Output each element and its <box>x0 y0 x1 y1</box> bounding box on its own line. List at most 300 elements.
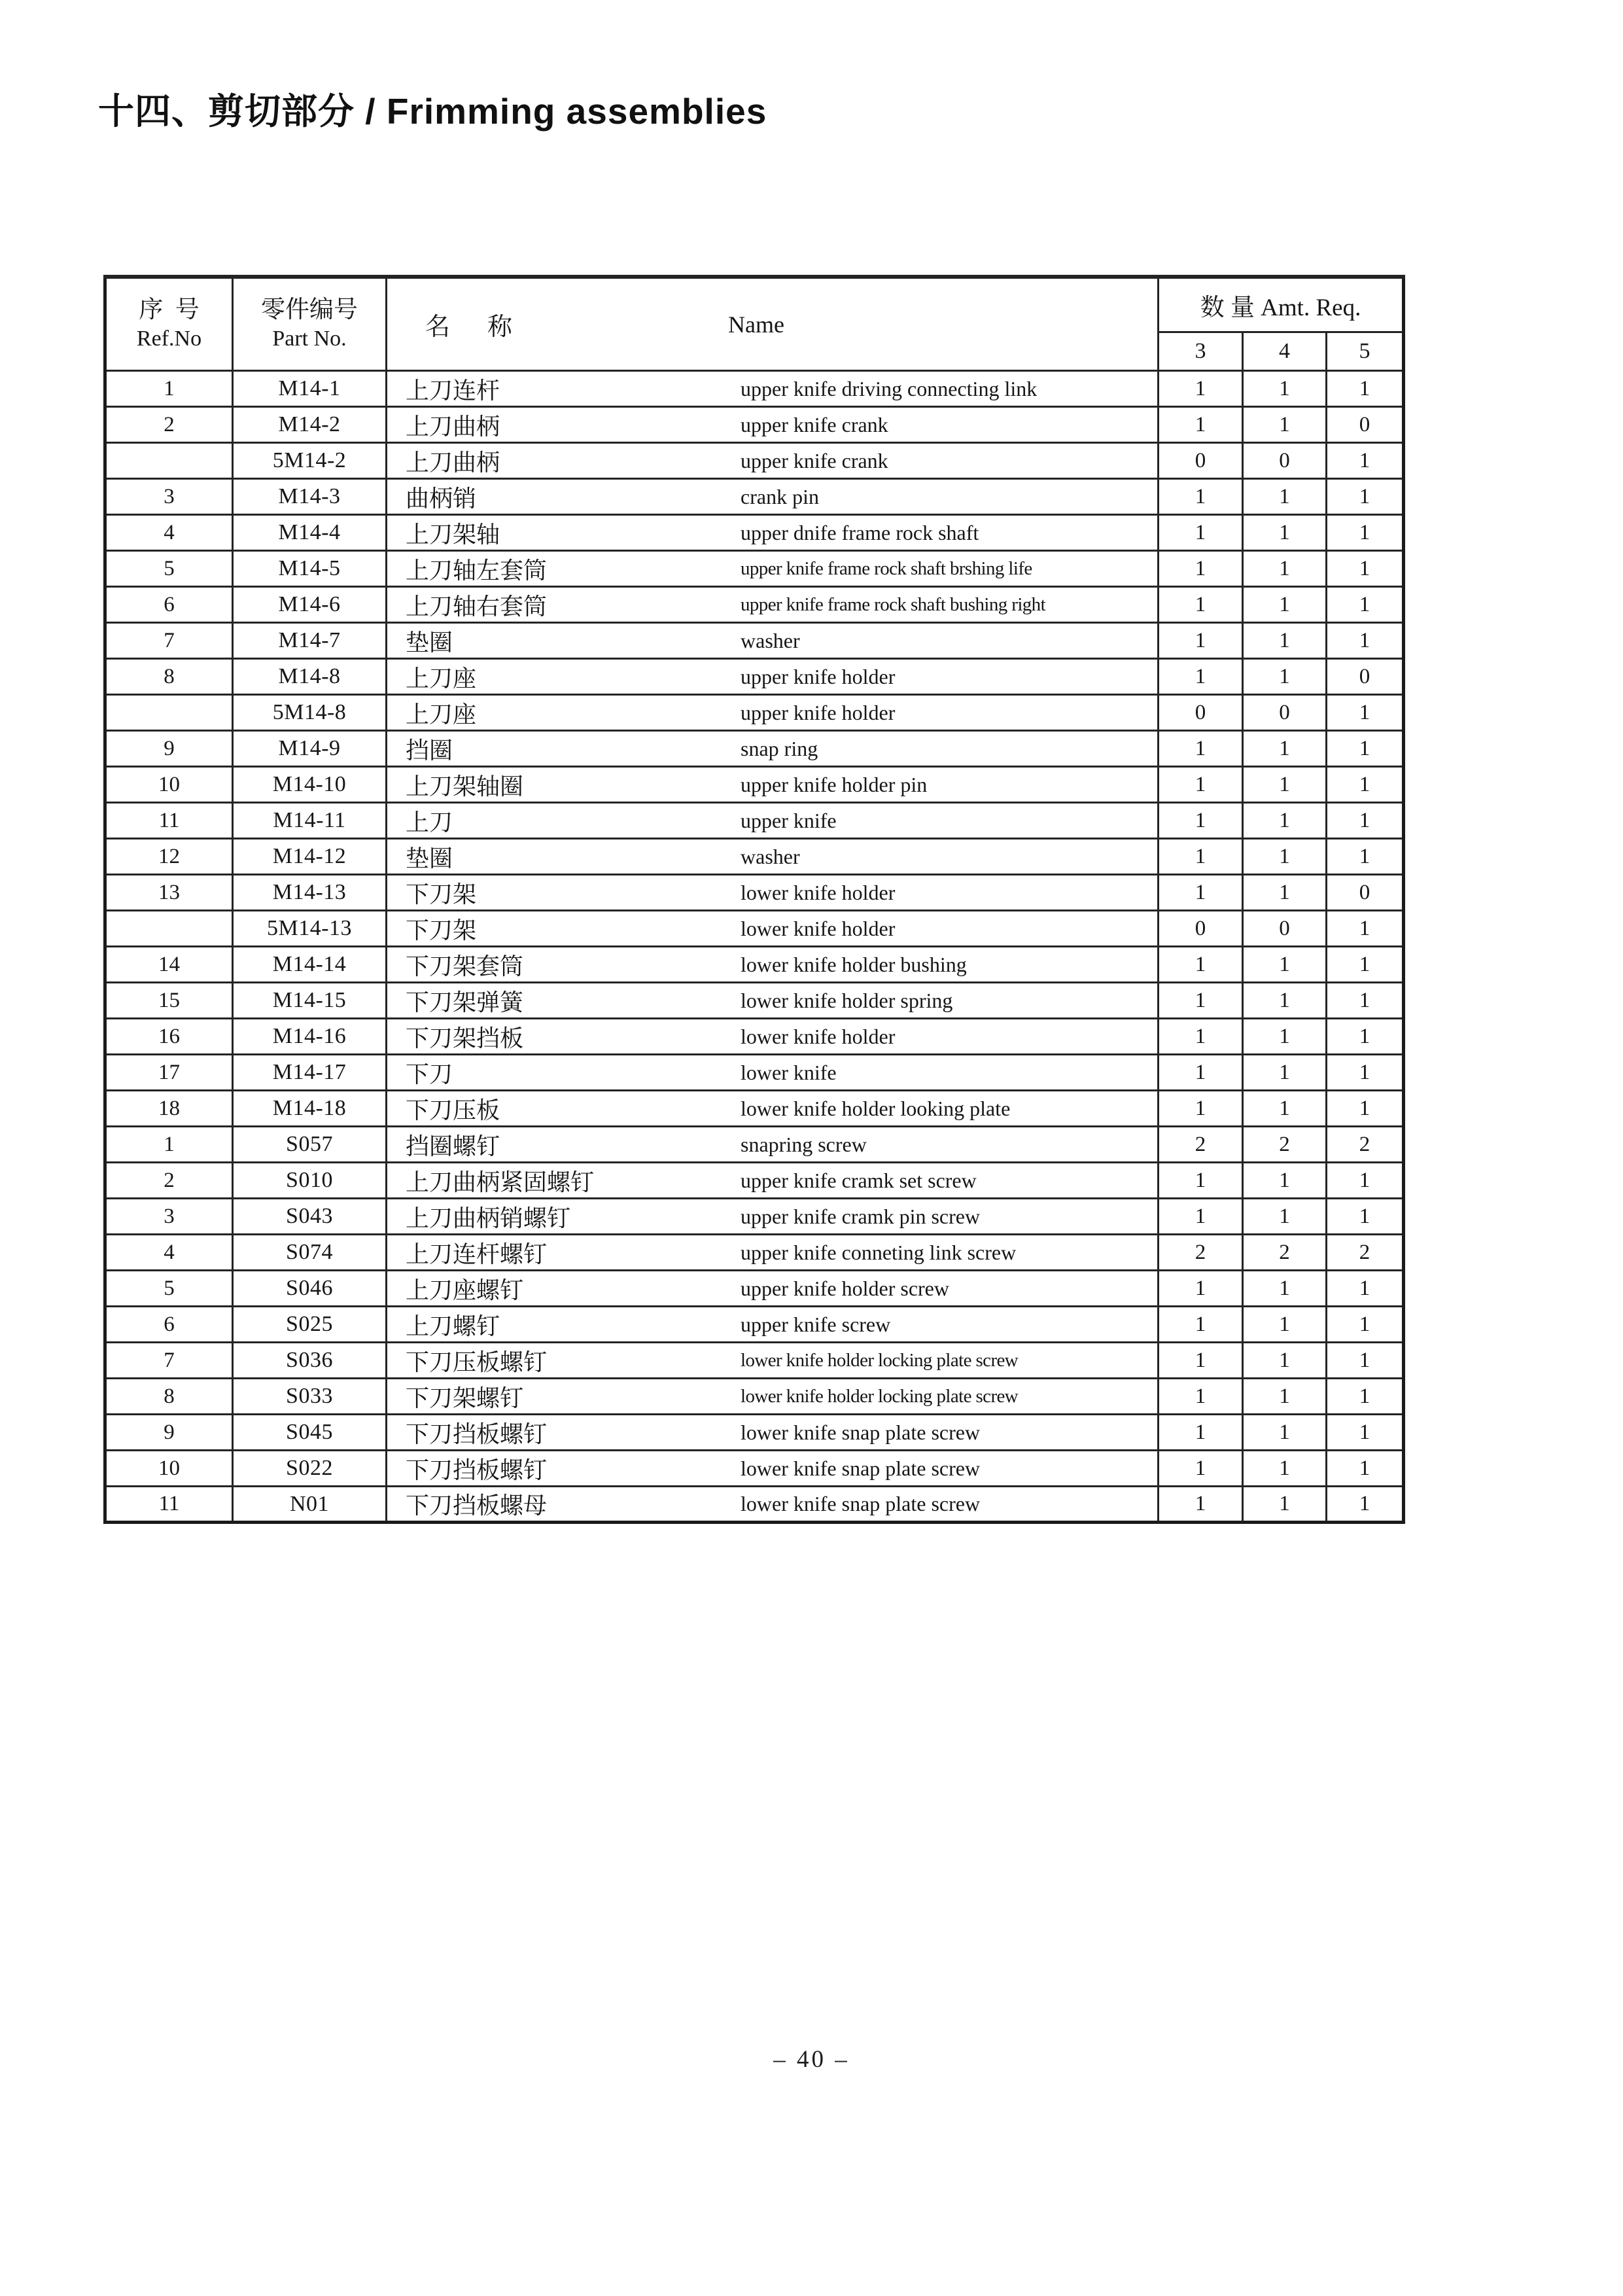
part-no-cell: N01 <box>233 1487 387 1523</box>
ref-no-cell: 2 <box>105 1163 233 1199</box>
qty-5-cell: 1 <box>1327 1451 1404 1487</box>
ref-no-cell: 7 <box>105 623 233 659</box>
ref-no-cell: 5 <box>105 551 233 587</box>
name-cell <box>387 587 1159 623</box>
qty-4-cell: 1 <box>1243 551 1327 587</box>
name-cell <box>387 1451 1159 1487</box>
ref-no-cell: 16 <box>105 1019 233 1055</box>
table-row <box>105 731 1404 767</box>
ref-no-cell: 6 <box>105 1307 233 1343</box>
part-no-cell: M14-7 <box>233 623 387 659</box>
part-no-cell: 5M14-13 <box>233 911 387 947</box>
part-no-cell: M14-14 <box>233 947 387 983</box>
header-part-no-en: Part No. <box>272 327 347 351</box>
name-en-text: lower knife holder locking plate screw <box>741 1385 1019 1407</box>
qty-4-cell: 1 <box>1243 983 1327 1019</box>
page-number: – 40 – <box>773 2046 850 2073</box>
qty-3-cell: 1 <box>1159 1307 1243 1343</box>
name-cn-text: 挡圈 <box>406 737 453 764</box>
qty-5-cell: 1 <box>1327 479 1404 515</box>
part-no-cell: S036 <box>233 1343 387 1379</box>
table-row <box>105 1451 1404 1487</box>
table-row <box>105 1271 1404 1307</box>
qty-4-cell: 1 <box>1243 1343 1327 1379</box>
name-cn-text: 下刀挡板螺钉 <box>406 1457 548 1483</box>
name-cell <box>387 1055 1159 1091</box>
name-en-text: upper knife holder pin <box>741 772 928 796</box>
header-qty: 数 量 Amt. Req. <box>1159 277 1404 332</box>
qty-5-cell: 1 <box>1327 623 1404 659</box>
name-en-text: washer <box>741 844 800 868</box>
qty-3-cell: 2 <box>1159 1127 1243 1163</box>
ref-no-cell: 14 <box>105 947 233 983</box>
header-qty-5: 5 <box>1327 332 1404 371</box>
ref-no-cell: 11 <box>105 803 233 839</box>
part-no-cell: 5M14-2 <box>233 443 387 479</box>
name-en-text: lower knife holder <box>741 916 896 940</box>
qty-5-cell: 1 <box>1327 443 1404 479</box>
qty-3-cell: 0 <box>1159 443 1243 479</box>
ref-no-cell: 10 <box>105 1451 233 1487</box>
table-row <box>105 1235 1404 1271</box>
name-cn-text: 下刀挡板螺母 <box>406 1492 548 1519</box>
part-no-cell: M14-6 <box>233 587 387 623</box>
table-row <box>105 983 1404 1019</box>
qty-5-cell: 1 <box>1327 515 1404 551</box>
name-en-text: lower knife snap plate screw <box>741 1456 981 1480</box>
name-en-text: lower knife holder <box>741 880 896 904</box>
parts-table-header <box>105 277 1404 371</box>
part-no-cell: S025 <box>233 1307 387 1343</box>
name-en-text: upper knife <box>741 808 837 832</box>
name-cn-text: 上刀连杆螺钉 <box>406 1241 548 1267</box>
ref-no-cell: 5 <box>105 1271 233 1307</box>
qty-4-cell: 2 <box>1243 1235 1327 1271</box>
qty-3-cell: 1 <box>1159 623 1243 659</box>
qty-3-cell: 1 <box>1159 947 1243 983</box>
name-en-text: lower knife holder <box>741 1024 896 1048</box>
parts-table <box>103 275 1405 1524</box>
name-cell <box>387 1199 1159 1235</box>
part-no-cell: M14-11 <box>233 803 387 839</box>
ref-no-cell <box>105 443 233 479</box>
name-cn-text: 上刀曲柄紧固螺钉 <box>406 1169 595 1195</box>
qty-5-cell: 1 <box>1327 1415 1404 1451</box>
qty-4-cell: 1 <box>1243 1451 1327 1487</box>
qty-5-cell: 1 <box>1327 803 1404 839</box>
name-cn-text: 上刀曲柄 <box>406 449 500 476</box>
name-en-text: upper knife conneting link screw <box>741 1240 1017 1264</box>
name-cn-text: 上刀轴右套筒 <box>406 593 548 620</box>
qty-3-cell: 1 <box>1159 1163 1243 1199</box>
table-row <box>105 551 1404 587</box>
header-ref-no-cn: 序 号 <box>139 296 200 324</box>
name-cell <box>387 1235 1159 1271</box>
name-cell <box>387 947 1159 983</box>
name-cn-text: 上刀曲柄 <box>406 413 500 440</box>
ref-no-cell: 17 <box>105 1055 233 1091</box>
table-row <box>105 1055 1404 1091</box>
name-cn-text: 下刀架螺钉 <box>406 1385 524 1411</box>
name-en-text: upper knife cramk set screw <box>741 1168 977 1192</box>
name-en-text: washer <box>741 628 800 652</box>
qty-5-cell: 1 <box>1327 695 1404 731</box>
qty-5-cell: 1 <box>1327 767 1404 803</box>
qty-3-cell: 2 <box>1159 1235 1243 1271</box>
ref-no-cell: 9 <box>105 731 233 767</box>
name-cell <box>387 839 1159 875</box>
table-row <box>105 1199 1404 1235</box>
table-row <box>105 1163 1404 1199</box>
name-cn-text: 上刀座 <box>406 665 477 692</box>
part-no-cell: M14-8 <box>233 659 387 695</box>
name-cn-text: 上刀座螺钉 <box>406 1277 524 1303</box>
qty-5-cell: 1 <box>1327 1343 1404 1379</box>
qty-5-cell: 1 <box>1327 839 1404 875</box>
name-cell <box>387 407 1159 443</box>
name-cn-text: 垫圈 <box>406 845 453 872</box>
ref-no-cell: 18 <box>105 1091 233 1127</box>
header-ref-no-en: Ref.No <box>136 327 202 351</box>
qty-5-cell: 2 <box>1327 1127 1404 1163</box>
ref-no-cell: 1 <box>105 371 233 407</box>
name-en-text: crank pin <box>741 484 819 508</box>
name-cn-text: 上刀座 <box>406 701 477 728</box>
name-en-text: upper knife holder <box>741 664 896 688</box>
qty-4-cell: 1 <box>1243 407 1327 443</box>
name-cn-text: 下刀挡板螺钉 <box>406 1421 548 1447</box>
name-en-text: snapring screw <box>741 1132 867 1156</box>
ref-no-cell: 1 <box>105 1127 233 1163</box>
qty-4-cell: 1 <box>1243 1091 1327 1127</box>
part-no-cell: S057 <box>233 1127 387 1163</box>
qty-4-cell: 1 <box>1243 587 1327 623</box>
name-cell <box>387 515 1159 551</box>
qty-3-cell: 0 <box>1159 911 1243 947</box>
qty-3-cell: 1 <box>1159 1415 1243 1451</box>
name-cell <box>387 803 1159 839</box>
name-cell <box>387 1019 1159 1055</box>
ref-no-cell: 4 <box>105 515 233 551</box>
table-row <box>105 1127 1404 1163</box>
header-qty-4: 4 <box>1243 332 1327 371</box>
name-cell <box>387 1127 1159 1163</box>
part-no-cell: S022 <box>233 1451 387 1487</box>
name-cell <box>387 1307 1159 1343</box>
part-no-cell: M14-4 <box>233 515 387 551</box>
part-no-cell: M14-3 <box>233 479 387 515</box>
table-row <box>105 515 1404 551</box>
qty-4-cell: 1 <box>1243 875 1327 911</box>
qty-5-cell: 0 <box>1327 875 1404 911</box>
ref-no-cell: 10 <box>105 767 233 803</box>
part-no-cell: M14-18 <box>233 1091 387 1127</box>
qty-3-cell: 0 <box>1159 695 1243 731</box>
part-no-cell: S046 <box>233 1271 387 1307</box>
part-no-cell: M14-10 <box>233 767 387 803</box>
name-en-text: lower knife holder spring <box>741 988 953 1012</box>
qty-3-cell: 1 <box>1159 371 1243 407</box>
name-en-text: upper knife holder <box>741 700 896 724</box>
table-row <box>105 587 1404 623</box>
table-row <box>105 911 1404 947</box>
table-row <box>105 803 1404 839</box>
ref-no-cell: 4 <box>105 1235 233 1271</box>
qty-5-cell: 2 <box>1327 1235 1404 1271</box>
name-cn-text: 下刀架挡板 <box>406 1025 524 1051</box>
qty-3-cell: 1 <box>1159 1487 1243 1523</box>
qty-3-cell: 1 <box>1159 1343 1243 1379</box>
table-row <box>105 1487 1404 1523</box>
part-no-cell: M14-12 <box>233 839 387 875</box>
table-row <box>105 1019 1404 1055</box>
qty-3-cell: 1 <box>1159 1055 1243 1091</box>
name-cell <box>387 983 1159 1019</box>
ref-no-cell: 12 <box>105 839 233 875</box>
name-cn-text: 上刀轴左套筒 <box>406 557 548 584</box>
name-cell <box>387 875 1159 911</box>
table-row <box>105 839 1404 875</box>
name-cell <box>387 1271 1159 1307</box>
qty-4-cell: 1 <box>1243 623 1327 659</box>
qty-5-cell: 1 <box>1327 983 1404 1019</box>
qty-3-cell: 1 <box>1159 479 1243 515</box>
part-no-cell: S045 <box>233 1415 387 1451</box>
qty-4-cell: 1 <box>1243 1415 1327 1451</box>
name-en-text: upper knife frame rock shaft brshing life <box>741 557 1032 579</box>
name-en-text: upper knife frame rock shaft bushing right <box>741 593 1046 615</box>
qty-3-cell: 1 <box>1159 1271 1243 1307</box>
name-en-text: upper knife holder screw <box>741 1276 949 1300</box>
qty-4-cell: 1 <box>1243 731 1327 767</box>
qty-5-cell: 1 <box>1327 1091 1404 1127</box>
name-cell <box>387 623 1159 659</box>
name-cn-text: 上刀架轴圈 <box>406 773 524 800</box>
qty-4-cell: 1 <box>1243 1379 1327 1415</box>
part-no-cell: S010 <box>233 1163 387 1199</box>
name-cn-text: 下刀架 <box>406 881 477 908</box>
qty-5-cell: 0 <box>1327 407 1404 443</box>
header-name-cn: 名 称 <box>425 313 513 341</box>
part-no-cell: M14-1 <box>233 371 387 407</box>
qty-4-cell: 1 <box>1243 1199 1327 1235</box>
name-cell <box>387 371 1159 407</box>
name-cell <box>387 443 1159 479</box>
qty-3-cell: 1 <box>1159 1091 1243 1127</box>
qty-5-cell: 1 <box>1327 731 1404 767</box>
part-no-cell: M14-16 <box>233 1019 387 1055</box>
qty-5-cell: 1 <box>1327 551 1404 587</box>
name-cell <box>387 1091 1159 1127</box>
qty-3-cell: 1 <box>1159 1451 1243 1487</box>
ref-no-cell: 3 <box>105 1199 233 1235</box>
qty-5-cell: 1 <box>1327 1487 1404 1523</box>
table-row <box>105 659 1404 695</box>
part-no-cell: S074 <box>233 1235 387 1271</box>
qty-5-cell: 1 <box>1327 371 1404 407</box>
name-cell <box>387 479 1159 515</box>
qty-3-cell: 1 <box>1159 1199 1243 1235</box>
table-row <box>105 947 1404 983</box>
name-cell <box>387 551 1159 587</box>
qty-4-cell: 1 <box>1243 1163 1327 1199</box>
name-cell <box>387 767 1159 803</box>
name-cell <box>387 695 1159 731</box>
part-no-cell: M14-13 <box>233 875 387 911</box>
header-part-no <box>233 277 387 371</box>
name-cell <box>387 1343 1159 1379</box>
part-no-cell: M14-9 <box>233 731 387 767</box>
table-row <box>105 1307 1404 1343</box>
header-name-en: Name <box>728 311 784 338</box>
part-no-cell: M14-17 <box>233 1055 387 1091</box>
name-en-text: lower knife snap plate screw <box>741 1492 981 1515</box>
qty-4-cell: 1 <box>1243 659 1327 695</box>
ref-no-cell <box>105 695 233 731</box>
name-cn-text: 曲柄销 <box>406 485 477 512</box>
table-row <box>105 407 1404 443</box>
ref-no-cell: 8 <box>105 659 233 695</box>
parts-table-body <box>105 371 1404 1523</box>
ref-no-cell: 11 <box>105 1487 233 1523</box>
qty-4-cell: 1 <box>1243 479 1327 515</box>
qty-4-cell: 1 <box>1243 767 1327 803</box>
table-row <box>105 479 1404 515</box>
part-no-cell: M14-5 <box>233 551 387 587</box>
name-cn-text: 上刀曲柄销螺钉 <box>406 1205 571 1231</box>
qty-3-cell: 1 <box>1159 875 1243 911</box>
name-en-text: lower knife holder looking plate <box>741 1096 1011 1120</box>
qty-5-cell: 1 <box>1327 1019 1404 1055</box>
qty-4-cell: 1 <box>1243 1271 1327 1307</box>
name-en-text: lower knife holder locking plate screw <box>741 1349 1019 1371</box>
header-ref-no <box>105 277 233 371</box>
name-cell <box>387 659 1159 695</box>
header-qty-3: 3 <box>1159 332 1243 371</box>
name-cn-text: 上刀 <box>406 809 453 836</box>
qty-5-cell: 1 <box>1327 1271 1404 1307</box>
qty-3-cell: 1 <box>1159 803 1243 839</box>
name-cell <box>387 1415 1159 1451</box>
qty-3-cell: 1 <box>1159 767 1243 803</box>
qty-3-cell: 1 <box>1159 659 1243 695</box>
name-cn-text: 下刀 <box>406 1061 453 1087</box>
ref-no-cell: 13 <box>105 875 233 911</box>
table-row <box>105 371 1404 407</box>
name-cn-text: 下刀架弹簧 <box>406 989 524 1016</box>
qty-3-cell: 1 <box>1159 839 1243 875</box>
name-en-text: lower knife holder bushing <box>741 952 967 976</box>
name-en-text: lower knife snap plate screw <box>741 1420 981 1444</box>
name-cn-text: 下刀架 <box>406 917 477 944</box>
table-row <box>105 443 1404 479</box>
name-cn-text: 下刀架套筒 <box>406 953 524 980</box>
ref-no-cell: 7 <box>105 1343 233 1379</box>
name-en-text: upper knife crank <box>741 448 888 472</box>
part-no-cell: M14-15 <box>233 983 387 1019</box>
qty-4-cell: 1 <box>1243 1487 1327 1523</box>
qty-5-cell: 1 <box>1327 1199 1404 1235</box>
name-en-text: lower knife <box>741 1060 837 1084</box>
qty-4-cell: 1 <box>1243 371 1327 407</box>
name-cn-text: 上刀架轴 <box>406 521 500 548</box>
table-row <box>105 695 1404 731</box>
qty-4-cell: 1 <box>1243 947 1327 983</box>
name-cell <box>387 1379 1159 1415</box>
table-row <box>105 1415 1404 1451</box>
qty-3-cell: 1 <box>1159 551 1243 587</box>
qty-3-cell: 1 <box>1159 1379 1243 1415</box>
name-cn-text: 垫圈 <box>406 629 453 656</box>
name-en-text: upper dnife frame rock shaft <box>741 520 979 544</box>
name-en-text: upper knife cramk pin screw <box>741 1204 981 1228</box>
qty-4-cell: 1 <box>1243 839 1327 875</box>
qty-5-cell: 1 <box>1327 947 1404 983</box>
ref-no-cell: 2 <box>105 407 233 443</box>
qty-4-cell: 0 <box>1243 443 1327 479</box>
table-row <box>105 1379 1404 1415</box>
qty-4-cell: 1 <box>1243 1055 1327 1091</box>
ref-no-cell: 15 <box>105 983 233 1019</box>
table-row <box>105 1091 1404 1127</box>
ref-no-cell: 6 <box>105 587 233 623</box>
name-cell <box>387 1487 1159 1523</box>
part-no-cell: 5M14-8 <box>233 695 387 731</box>
qty-3-cell: 1 <box>1159 731 1243 767</box>
ref-no-cell: 9 <box>105 1415 233 1451</box>
table-row <box>105 623 1404 659</box>
qty-5-cell: 1 <box>1327 1163 1404 1199</box>
qty-5-cell: 1 <box>1327 1379 1404 1415</box>
qty-3-cell: 1 <box>1159 983 1243 1019</box>
table-row <box>105 1343 1404 1379</box>
qty-4-cell: 1 <box>1243 803 1327 839</box>
name-cn-text: 下刀压板螺钉 <box>406 1349 548 1375</box>
part-no-cell: S043 <box>233 1199 387 1235</box>
ref-no-cell: 8 <box>105 1379 233 1415</box>
name-cn-text: 上刀连杆 <box>406 377 500 404</box>
qty-4-cell: 2 <box>1243 1127 1327 1163</box>
qty-4-cell: 1 <box>1243 515 1327 551</box>
qty-3-cell: 1 <box>1159 587 1243 623</box>
qty-3-cell: 1 <box>1159 407 1243 443</box>
page-title: 十四、剪切部分 / Frimming assemblies <box>98 91 767 132</box>
name-cell <box>387 731 1159 767</box>
qty-5-cell: 1 <box>1327 1055 1404 1091</box>
table-row <box>105 875 1404 911</box>
qty-5-cell: 1 <box>1327 1307 1404 1343</box>
qty-4-cell: 0 <box>1243 911 1327 947</box>
name-en-text: snap ring <box>741 736 818 760</box>
name-en-text: upper knife driving connecting link <box>741 376 1038 400</box>
qty-5-cell: 1 <box>1327 911 1404 947</box>
table-row <box>105 767 1404 803</box>
qty-3-cell: 1 <box>1159 515 1243 551</box>
qty-5-cell: 1 <box>1327 587 1404 623</box>
name-cn-text: 下刀压板 <box>406 1097 500 1123</box>
name-en-text: upper knife crank <box>741 412 888 436</box>
qty-4-cell: 1 <box>1243 1019 1327 1055</box>
part-no-cell: M14-2 <box>233 407 387 443</box>
header-part-no-cn: 零件编号 <box>261 296 358 324</box>
qty-4-cell: 0 <box>1243 695 1327 731</box>
ref-no-cell <box>105 911 233 947</box>
ref-no-cell: 3 <box>105 479 233 515</box>
header-name <box>387 277 1159 371</box>
qty-4-cell: 1 <box>1243 1307 1327 1343</box>
name-cell <box>387 911 1159 947</box>
part-no-cell: S033 <box>233 1379 387 1415</box>
